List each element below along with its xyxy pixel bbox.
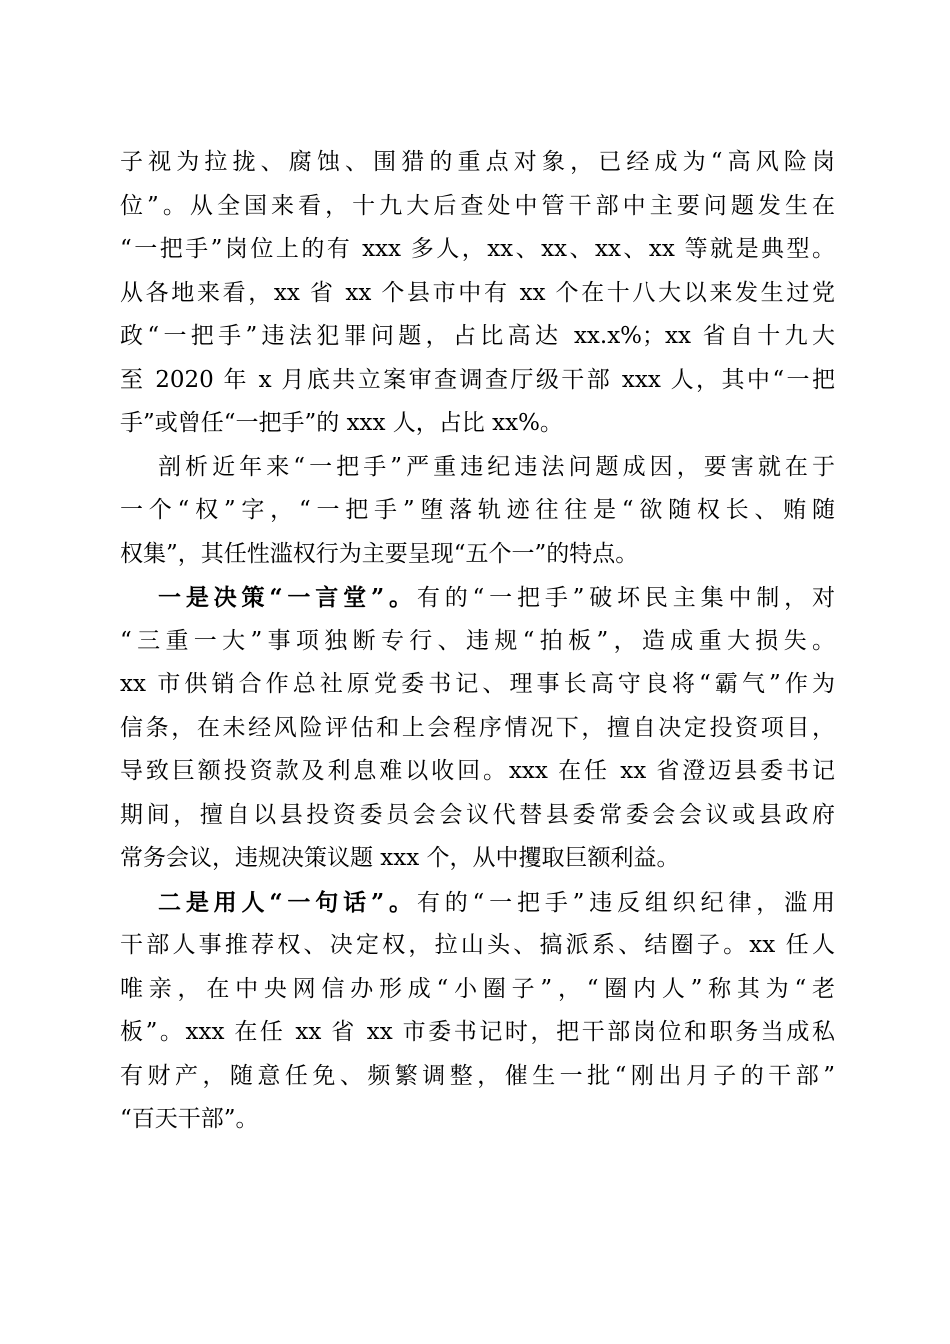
text-line: 一个“权”字，“一把手”堕落轨迹往往是“欲随权长、贿随 (120, 497, 835, 523)
text-line: 政“一把手”违法犯罪问题，占比高达 xx.x%；xx 省自十九大 (120, 323, 835, 349)
text-span: 有的“一把手”违反组织纪律，滥用 (416, 889, 835, 916)
text-line: “一把手”岗位上的有 xxx 多人，xx、xx、xx、xx 等就是典型。 (120, 236, 835, 262)
text-span: 有的“一把手”破坏民主集中制，对 (416, 585, 835, 611)
paragraph-heading: 二是用人“一句话”。 (158, 888, 417, 916)
paragraph-4 (120, 881, 835, 1142)
text-line: 板”。xxx 在任 xx 省 xx 市委书记时，把干部岗位和职务当成私 (120, 1019, 835, 1045)
document-body (120, 141, 835, 1142)
text-line: “百天干部”。 (120, 1106, 259, 1132)
text-line: 位”。从全国来看，十九大后查处中管干部中主要问题发生在 (120, 192, 835, 219)
text-line: 子视为拉拢、腐蚀、围猎的重点对象，已经成为“高风险岗 (120, 149, 835, 175)
text-line: 权集”，其任性滥权行为主要呈现“五个一”的特点。 (120, 540, 639, 567)
text-line: 导致巨额投资款及利息难以收回。xxx 在任 xx 省澄迈县委书记 (120, 758, 835, 784)
text-line: xx 市供销合作总社原党委书记、理事长高守良将“霸气”作为 (120, 671, 835, 697)
paragraph-2 (120, 446, 835, 577)
paragraph-3 (120, 576, 835, 881)
paragraph-heading: 一是决策“一言堂”。 (158, 584, 417, 611)
text-line: 信条，在未经风险评估和上会程序情况下，擅自决定投资项目， (120, 714, 835, 741)
paragraph-first-line (120, 576, 835, 620)
paragraph-first-line (120, 881, 835, 925)
text-line: 从各地来看，xx 省 xx 个县市中有 xx 个在十八大以来发生过党 (120, 279, 835, 306)
paragraph-1 (120, 141, 835, 446)
text-line: 唯亲，在中央网信办形成“小圈子”，“圈内人”称其为“老 (120, 975, 835, 1002)
text-line: 有财产，随意任免、频繁调整，催生一批“刚出月子的干部” (120, 1062, 835, 1089)
text-line: 剖析近年来“一把手”严重违纪违法问题成因，要害就在于 (158, 453, 835, 480)
text-line: “三重一大”事项独断专行、违规“拍板”，造成重大损失。 (120, 627, 835, 654)
text-line: 期间，擅自以县投资委员会会议代替县委常委会会议或县政府 (120, 801, 835, 828)
text-line: 干部人事推荐权、决定权，拉山头、搞派系、结圈子。xx 任人 (120, 932, 835, 958)
text-line: 手”或曾任“一把手”的 xxx 人，占比 xx%。 (120, 410, 563, 436)
text-line: 至 2020 年 x 月底共立案审查调查厅级干部 xxx 人，其中“一把 (120, 366, 835, 393)
text-line: 常务会议，违规决策议题 xxx 个，从中攫取巨额利益。 (120, 845, 680, 871)
